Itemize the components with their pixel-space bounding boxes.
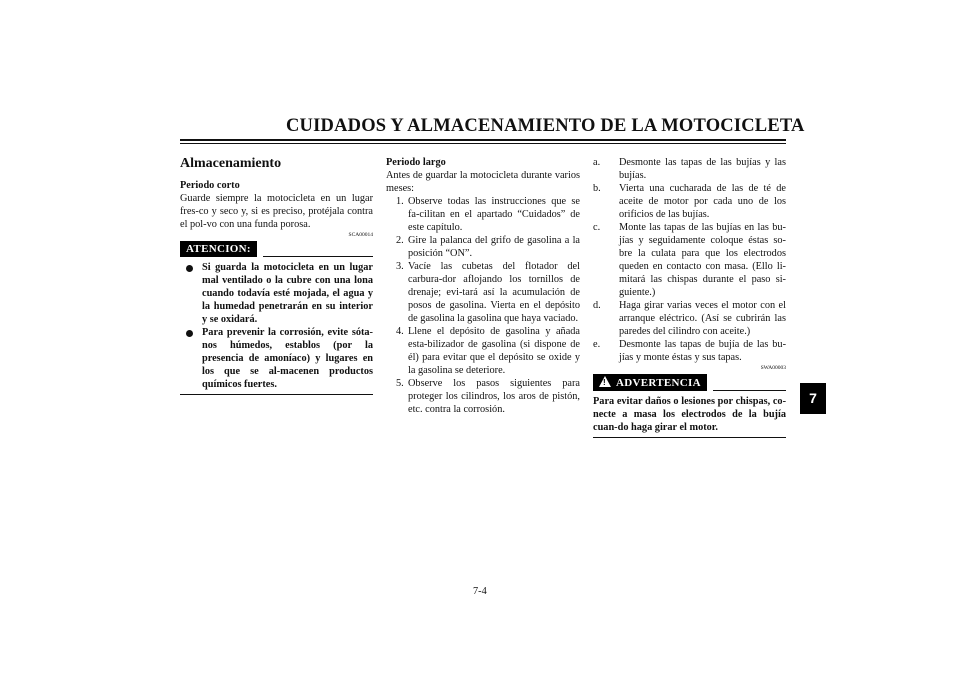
warning-label-box: [593, 374, 707, 391]
section-title: Almacenamiento: [180, 156, 282, 171]
warning-exclamation-glyph: !: [603, 378, 606, 387]
substep-item: [593, 182, 786, 221]
column-middle: [386, 156, 580, 416]
step-text: Llene el depósito de gasolina y añada esta-bilizador de gasolina (si dispone de él) para evitar que el depósito se oxide y la gasolina se deteriore.: [408, 326, 580, 376]
substep-letter: c.: [593, 222, 601, 233]
bullet-icon: [186, 265, 193, 272]
step-item: [386, 260, 580, 325]
step-item: [386, 325, 580, 377]
caution-list: [180, 261, 373, 391]
step-text: Observe los pasos siguientes para proteger los cilindros, los aros de pistón, etc. contra la corrosión.: [408, 378, 580, 415]
caution-item-text: Para prevenir la corrosión, evite sóta-nos húmedos, establos (por la presencia de amoníaco) y lugares en los que se al-macenen productos químicos fuertes.: [202, 327, 373, 390]
header-rule-thin: [180, 143, 786, 144]
substep-text: Vierta una cucharada de las de té de aceite de motor por cada uno de los orificios de las bujías.: [619, 183, 786, 220]
substep-text: Desmonte las tapas de bujía de las bu-jías y monte éstas y sus tapas.: [619, 339, 786, 363]
step-text: Observe todas las instrucciones que se fa-cilitan en el apartado “Cuidados” de este capítulo.: [408, 196, 580, 233]
caution-label-rule: [263, 256, 373, 257]
step-item: [386, 195, 580, 234]
step-item: [386, 377, 580, 416]
short-period-text: Guarde siempre la motocicleta en un lugar fres-co y seco y, si es preciso, protéjala contra el pol-vo con una funda porosa.: [180, 193, 373, 230]
substep-item: [593, 156, 786, 182]
step-number: 1.: [396, 196, 404, 207]
step-number: 3.: [396, 261, 404, 272]
column-right: [593, 156, 786, 438]
warning-label: ADVERTENCIA: [616, 377, 701, 389]
warning-triangle-icon: [599, 376, 611, 387]
short-period-heading: Periodo corto: [180, 180, 240, 191]
warning-code: SWA00003: [760, 365, 786, 371]
storage-steps-list: [386, 195, 580, 416]
substep-text: Monte las tapas de las bujías en las bu-jías y seguidamente coloque éstas so-bre la culata para que los electrodos queden en contacto con masa. (Ello li-mitará las chispas durante el paso si-guiente.): [619, 222, 786, 298]
substep-letter: a.: [593, 157, 601, 168]
substep-letter: b.: [593, 183, 601, 194]
substep-text: Haga girar varias veces el motor con el arranque eléctrico. (Así se cubrirán las paredes del cilindro con aceite.): [619, 300, 786, 337]
step-number: 4.: [396, 326, 404, 337]
caution-item-text: Si guarda la motocicleta en un lugar mal ventilado o la cubre con una lona cuando todavía esté mojada, el agua y la humedad penetrarán en su interior y se oxidará.: [202, 262, 373, 325]
chapter-tab: 7: [800, 383, 826, 414]
long-period-heading: Periodo largo: [386, 157, 446, 168]
caution-item: [180, 261, 373, 326]
caution-label: ATENCION:: [180, 241, 257, 257]
step-number: 5.: [396, 378, 404, 389]
caution-label-row: [180, 241, 373, 257]
caution-item: [180, 326, 373, 391]
bullet-icon: [186, 330, 193, 337]
warning-text: Para evitar daños o lesiones por chispas, co-necte a masa los electrodos de la bujía cuan-do haga girar el motor.: [593, 396, 786, 433]
substep-item: [593, 221, 786, 299]
page-number: 7-4: [473, 586, 487, 597]
substep-item: [593, 338, 786, 364]
page-header-title: CUIDADOS Y ALMACENAMIENTO DE LA MOTOCICLETA: [286, 116, 805, 136]
step-text: Gire la palanca del grifo de gasolina a la posición “ON”.: [408, 235, 580, 259]
warning-label-row: [593, 374, 786, 391]
step-number: 2.: [396, 235, 404, 246]
substep-text: Desmonte las tapas de las bujías y las bujías.: [619, 157, 786, 181]
substep-letter: e.: [593, 339, 601, 350]
step-text: Vacíe las cubetas del flotador del carbura-dor aflojando los tornillos de drenaje; evi-tará así la acumulación de posos de gasolina. Vierta en el depósito de gasolina la gasolina que haya vaciado.: [408, 261, 580, 324]
warning-end-rule: [593, 437, 786, 438]
warning-label-rule: [713, 390, 786, 391]
substeps-list: [593, 156, 786, 364]
substep-item: [593, 299, 786, 338]
column-left: [180, 156, 373, 395]
step-item: [386, 234, 580, 260]
substep-letter: d.: [593, 300, 601, 311]
caution-end-rule: [180, 394, 373, 395]
long-period-intro: Antes de guardar la motocicleta durante varios meses:: [386, 170, 580, 194]
header-rule: [180, 139, 786, 141]
caution-code: SCA00014: [348, 232, 373, 238]
